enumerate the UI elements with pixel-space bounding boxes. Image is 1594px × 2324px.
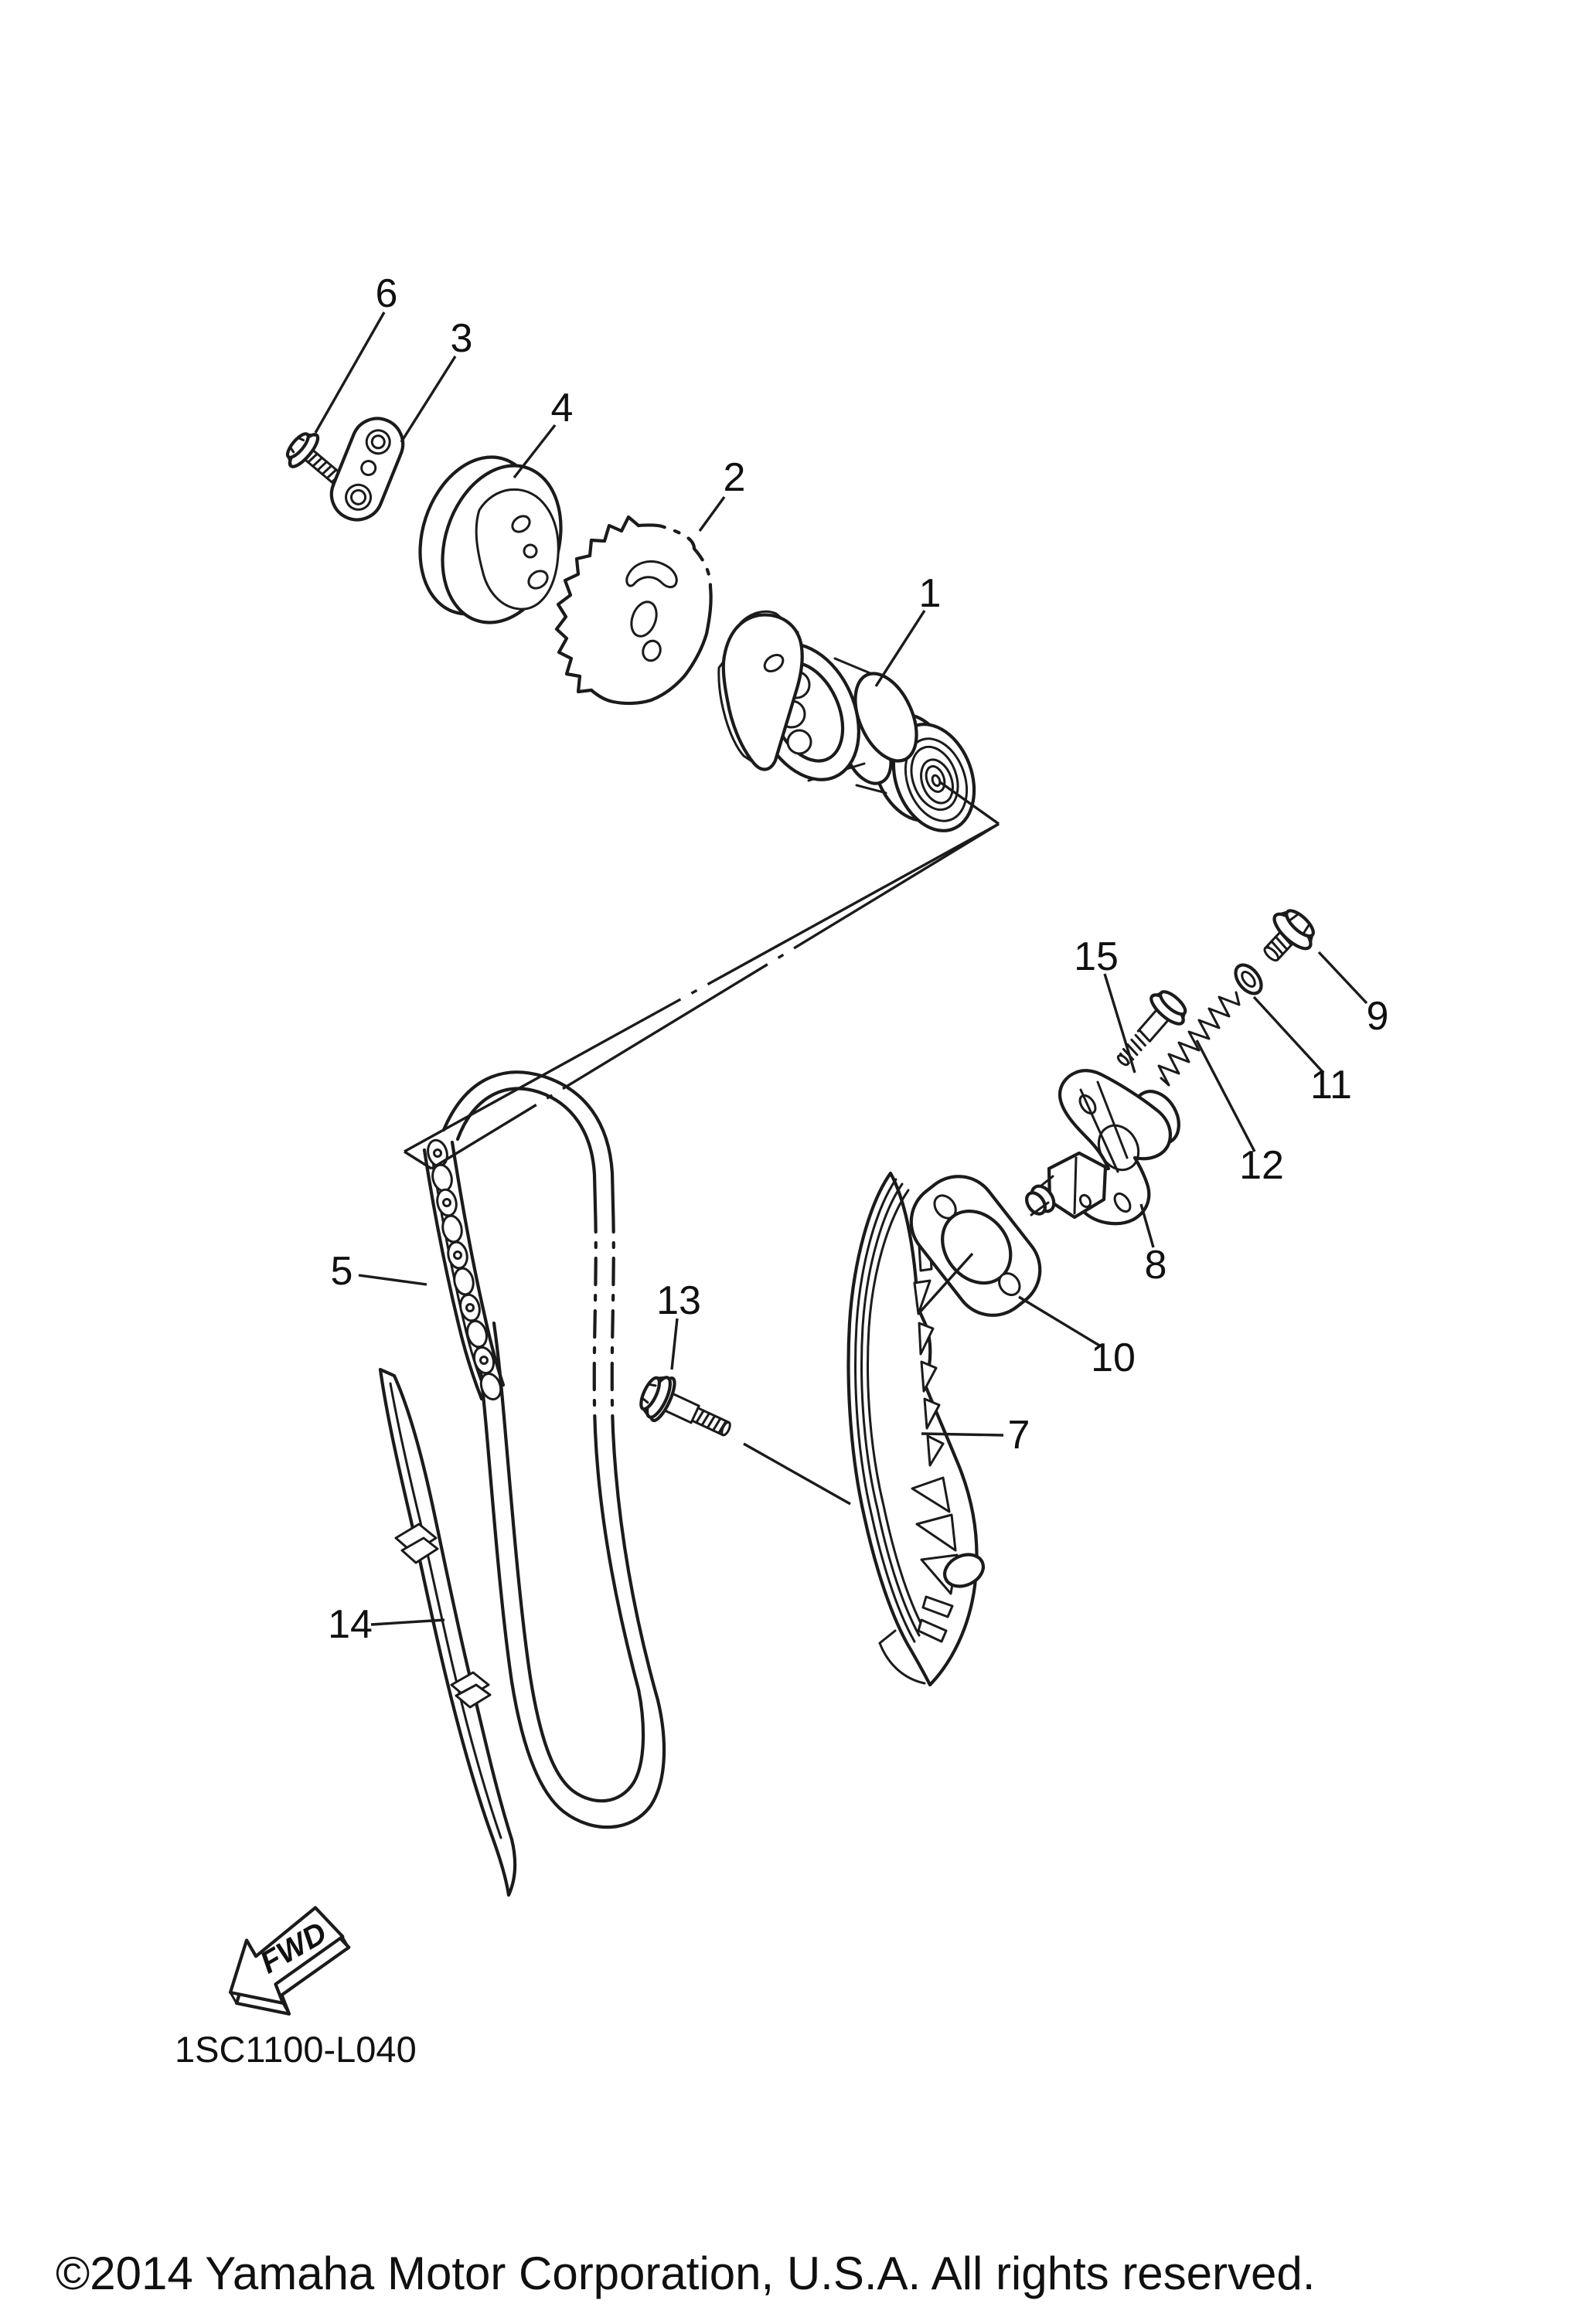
callout-leader-10 [1019, 1297, 1101, 1346]
callout-number-4: 4 [550, 386, 574, 430]
bolt-13-position-line [744, 1444, 850, 1504]
callout-leader-8 [1141, 1204, 1153, 1247]
callout-number-13: 13 [656, 1278, 701, 1323]
callout-leader-2 [700, 497, 724, 531]
chain-link-strip-drawing [424, 1138, 504, 1402]
copyright-text: ©2014 Yamaha Motor Corporation, U.S.A. All rights reserved. [56, 2247, 1316, 2299]
callout-number-10: 10 [1091, 1336, 1136, 1380]
callout-leader-13 [672, 1319, 677, 1370]
callout-leader-9 [1319, 952, 1367, 1003]
callout-leader-11 [1254, 997, 1323, 1073]
callout-leader-3 [401, 356, 455, 442]
diagram-part-code: 1SC1100-L040 [175, 2029, 417, 2070]
fwd-arrow [212, 1897, 363, 2033]
rotor-4-drawing [400, 442, 580, 638]
callout-number-8: 8 [1144, 1243, 1167, 1288]
callout-number-15: 15 [1074, 934, 1119, 979]
callout-number-7: 7 [1007, 1413, 1030, 1458]
camshaft-1-drawing [719, 611, 988, 842]
callout-number-9: 9 [1366, 994, 1389, 1039]
callout-number-3: 3 [450, 316, 473, 361]
bolt-15-drawing [1106, 985, 1192, 1076]
callout-number-6: 6 [375, 271, 398, 316]
callout-leader-7 [921, 1434, 1003, 1435]
callout-leader-5 [359, 1275, 427, 1284]
callout-number-12: 12 [1239, 1143, 1284, 1188]
callout-number-5: 5 [330, 1249, 353, 1294]
fwd-arrow-label: FWD [254, 1915, 333, 1981]
callout-leader-6 [315, 312, 384, 433]
bolt-13-drawing [635, 1370, 738, 1451]
callout-number-14: 14 [328, 1602, 373, 1647]
alignment-wedge-line [404, 782, 999, 1169]
tensioner-8-drawing [1023, 1070, 1187, 1223]
callout-leader-1 [876, 611, 925, 686]
sprocket-2-drawing [557, 517, 711, 703]
callout-number-1: 1 [918, 571, 942, 616]
callout-leader-12 [1197, 1040, 1255, 1152]
guide-14-drawing [380, 1370, 515, 1895]
callout-number-11: 11 [1310, 1063, 1352, 1108]
bolt-9-drawing [1252, 903, 1321, 973]
callout-number-2: 2 [723, 455, 746, 500]
